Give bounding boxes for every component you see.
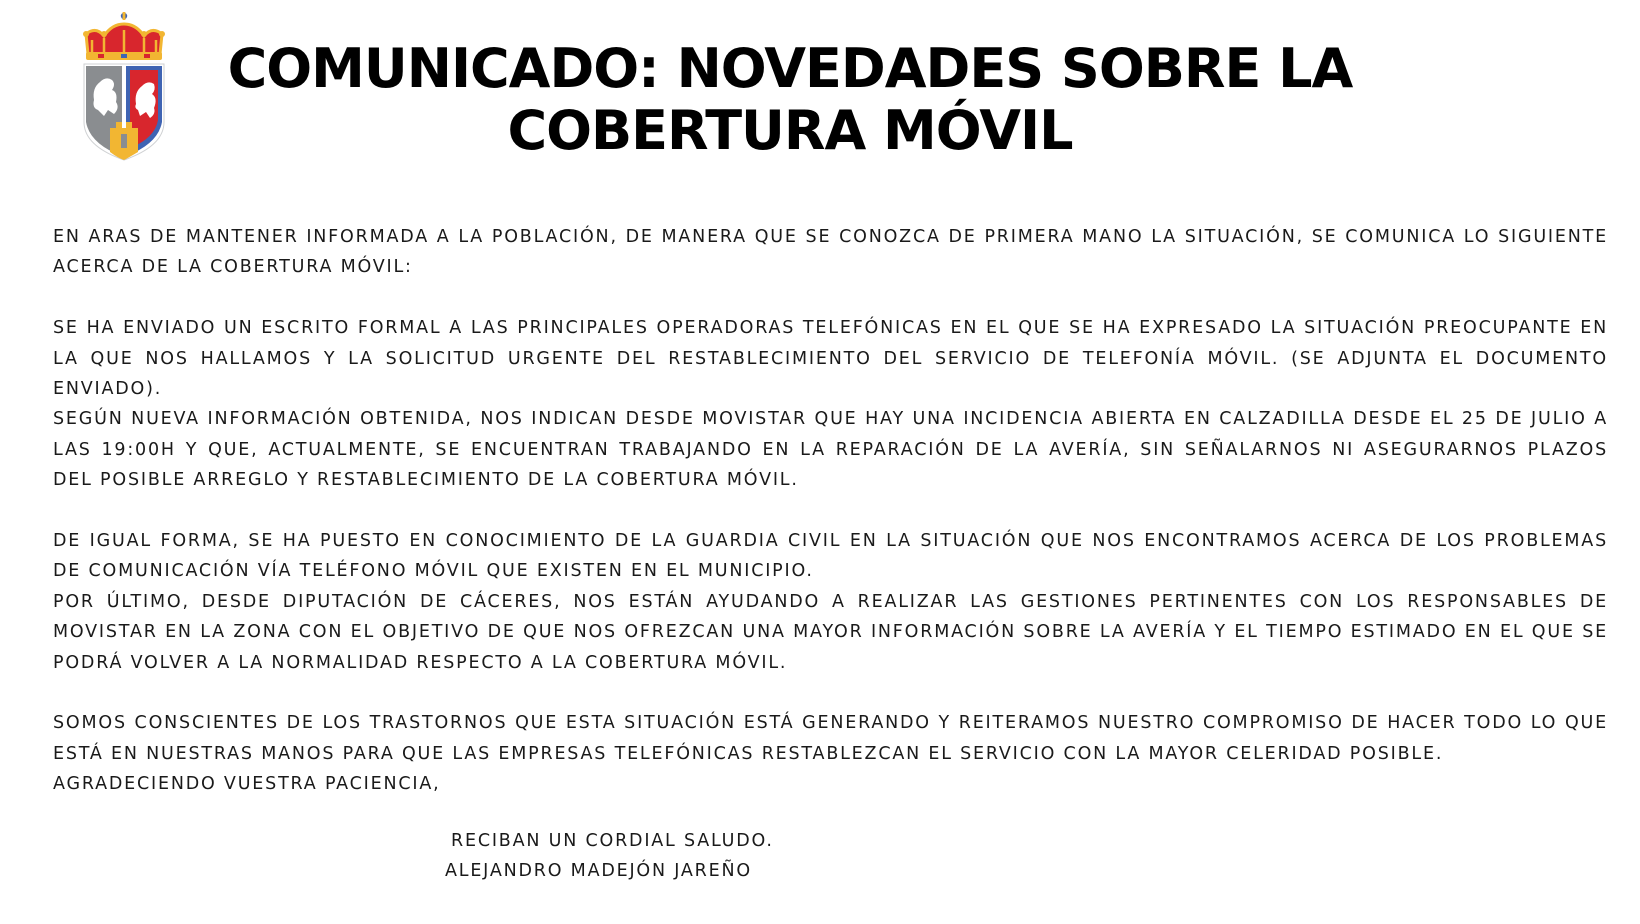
- signature-name: ALEJANDRO MADEJÓN JAREÑO: [445, 861, 752, 881]
- title-line-2: COBERTURA MÓVIL: [507, 99, 1073, 162]
- paragraph-movistar-info: SEGÚN NUEVA INFORMACIÓN OBTENIDA, NOS INDICAN DESDE MOVISTAR QUE HAY UNA INCIDENCIA ABIERTA EN CALZADILLA DESDE EL 25 DE JULIO A LAS 19:00H Y QUE, ACTUALMENTE, SE ENCUENTRAN TRABAJANDO EN LA REPARACIÓN DE LA AVERÍA, SIN SEÑALARNOS NI ASEGURARNOS PLAZOS DEL POSIBLE ARREGLO Y RESTABLECIMIENTO DE LA COBERTURA MÓVIL.: [53, 409, 1608, 491]
- communique-body: [53, 222, 1608, 800]
- paragraph-formal-letter: SE HA ENVIADO UN ESCRITO FORMAL A LAS PRINCIPALES OPERADORAS TELEFÓNICAS EN EL QUE SE HA EXPRESADO LA SITUACIÓN PREOCUPANTE EN LA QUE NOS HALLAMOS Y LA SOLICITUD URGENTE DEL RESTABLECIMIENTO DEL SERVICIO DE TELEFONÍA MÓVIL. (SE ADJUNTA EL DOCUMENTO ENVIADO).: [53, 318, 1608, 400]
- paragraph-intro: EN ARAS DE MANTENER INFORMADA A LA POBLACIÓN, DE MANERA QUE SE CONOZCA DE PRIMERA MANO LA SITUACIÓN, SE COMUNICA LO SIGUIENTE ACERCA DE LA COBERTURA MÓVIL:: [53, 227, 1608, 278]
- paragraph-thanks: AGRADECIENDO VUESTRA PACIENCIA,: [53, 774, 441, 795]
- paragraph-diputacion: POR ÚLTIMO, DESDE DIPUTACIÓN DE CÁCERES, NOS ESTÁN AYUDANDO A REALIZAR LAS GESTIONES PERTINENTES CON LOS RESPONSABLES DE MOVISTAR EN LA ZONA CON EL OBJETIVO DE QUE NOS OFREZCAN UNA MAYOR INFORMACIÓN SOBRE LA AVERÍA Y EL TIEMPO ESTIMADO EN EL QUE SE PODRÁ VOLVER A LA NORMALIDAD RESPECTO A LA COBERTURA MÓVIL.: [53, 591, 1608, 673]
- title-line-1: COMUNICADO: NOVEDADES SOBRE LA: [227, 37, 1353, 100]
- paragraph-commitment: SOMOS CONSCIENTES DE LOS TRASTORNOS QUE ESTA SITUACIÓN ESTÁ GENERANDO Y REITERAMOS NUESTRO COMPROMISO DE HACER TODO LO QUE ESTÁ EN NUESTRAS MANOS PARA QUE LAS EMPRESAS TELEFÓNICAS RESTABLEZCAN EL SERVICIO CON LA MAYOR CELERIDAD POSIBLE.: [53, 713, 1608, 764]
- municipal-coat-of-arms-icon: [82, 10, 166, 162]
- paragraph-spacer: [53, 678, 1608, 708]
- paragraph-guardia-civil: DE IGUAL FORMA, SE HA PUESTO EN CONOCIMIENTO DE LA GUARDIA CIVIL EN LA SITUACIÓN QUE NOS ENCONTRAMOS ACERCA DE LOS PROBLEMAS DE COMUNICACIÓN VÍA TELÉFONO MÓVIL QUE EXISTEN EN EL MUNICIPIO.: [53, 531, 1608, 582]
- crown-icon: [83, 12, 165, 60]
- closing-greeting: RECIBAN UN CORDIAL SALUDO.: [451, 831, 774, 851]
- paragraph-spacer: [53, 496, 1608, 526]
- page-title: [200, 38, 1380, 162]
- shield-icon: [84, 64, 164, 160]
- paragraph-spacer: [53, 283, 1608, 313]
